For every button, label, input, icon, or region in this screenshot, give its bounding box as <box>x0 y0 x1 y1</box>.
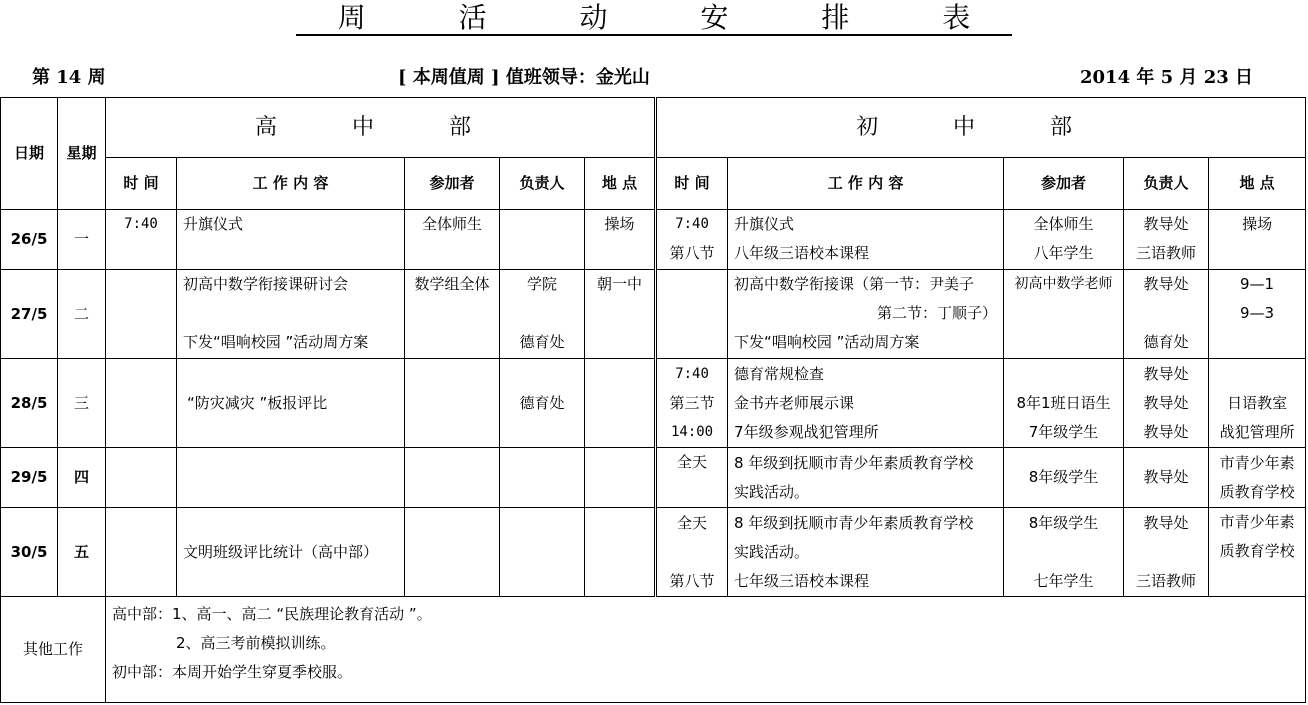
js-time: 7:40 第三节 14:00 <box>656 359 728 448</box>
js-participants: 全体师生 八年学生 <box>1004 210 1124 270</box>
table-row <box>1 359 1306 448</box>
js-responsible: 教导处 三语教师 <box>1124 210 1209 270</box>
hs-content <box>177 448 405 508</box>
row-weekday: 四 <box>58 448 106 508</box>
hs-place: 朝一中 <box>585 270 656 359</box>
header-junior-school: 初 中 部 <box>656 98 1306 158</box>
js-content: 8 年级到抚顺市青少年素质教育学校 实践活动。 <box>728 448 1004 508</box>
header-hs-content: 工 作 内 容 <box>177 158 405 210</box>
row-weekday: 三 <box>58 359 106 448</box>
hs-content: 升旗仪式 <box>177 210 405 270</box>
hs-time <box>106 270 177 359</box>
header-weekday: 星期 <box>58 98 106 210</box>
hs-place: 操场 <box>585 210 656 270</box>
js-content: 德育常规检查 金书卉老师展示课 7年级参观战犯管理所 <box>728 359 1004 448</box>
report-date: 2014 年 5 月 23 日 <box>1080 67 1254 88</box>
table-row <box>1 270 1306 359</box>
header-js-responsible: 负责人 <box>1124 158 1209 210</box>
other-work-label: 其他工作 <box>1 597 106 703</box>
header-date: 日期 <box>1 98 58 210</box>
js-participants: 初高中数学老师 <box>1004 270 1124 359</box>
hs-content: “防灾减灾 ”板报评比 <box>177 359 405 448</box>
page-title: 周 活 动 安 排 表 <box>0 0 1308 36</box>
week-number: 第 14 周 <box>32 67 106 88</box>
hs-content: 初高中数学衔接课研讨会 下发“唱响校园 ”活动周方案 <box>177 270 405 359</box>
js-participants: 8年级学生 七年学生 <box>1004 508 1124 597</box>
js-time: 全天 第八节 <box>656 508 728 597</box>
js-place: 9—1 9—3 <box>1209 270 1306 359</box>
js-time: 7:40 第八节 <box>656 210 728 270</box>
hs-responsible: 学院 德育处 <box>500 270 585 359</box>
hs-responsible: 德育处 <box>500 359 585 448</box>
row-date: 29/5 <box>1 448 58 508</box>
header-hs-participants: 参加者 <box>405 158 500 210</box>
hs-participants <box>405 448 500 508</box>
table-row <box>1 448 1306 508</box>
hs-participants <box>405 359 500 448</box>
js-content: 升旗仪式 八年级三语校本课程 <box>728 210 1004 270</box>
row-date: 28/5 <box>1 359 58 448</box>
row-date: 27/5 <box>1 270 58 359</box>
hs-time <box>106 448 177 508</box>
table-row <box>1 508 1306 597</box>
js-content: 初高中数学衔接课（第一节：尹美子 第二节：丁顺子） 下发“唱响校园 ”活动周方案 <box>728 270 1004 359</box>
header-js-time: 时 间 <box>656 158 728 210</box>
header-hs-place: 地 点 <box>585 158 656 210</box>
js-place: 市青少年素 质教育学校 <box>1209 508 1306 597</box>
header-high-school: 高 中 部 <box>106 98 656 158</box>
js-responsible: 教导处 三语教师 <box>1124 508 1209 597</box>
hs-time: 7:40 <box>106 210 177 270</box>
hs-place <box>585 359 656 448</box>
other-work-line: 初中部：本周开始学生穿夏季校服。 <box>112 663 353 681</box>
hs-time <box>106 508 177 597</box>
other-work-line: 2、高三考前模拟训练。 <box>176 634 336 652</box>
hs-participants <box>405 508 500 597</box>
header-hs-responsible: 负责人 <box>500 158 585 210</box>
header-hs-time: 时 间 <box>106 158 177 210</box>
header-js-place: 地 点 <box>1209 158 1306 210</box>
js-time: 全天 <box>656 448 728 508</box>
js-place: 操场 <box>1209 210 1306 270</box>
hs-participants: 数学组全体 <box>405 270 500 359</box>
row-weekday: 一 <box>58 210 106 270</box>
hs-content: 文明班级评比统计（高中部） <box>177 508 405 597</box>
row-date: 30/5 <box>1 508 58 597</box>
other-work-row <box>1 597 1306 703</box>
js-content: 8 年级到抚顺市青少年素质教育学校 实践活动。 七年级三语校本课程 <box>728 508 1004 597</box>
row-weekday: 二 <box>58 270 106 359</box>
header-js-participants: 参加者 <box>1004 158 1124 210</box>
hs-participants: 全体师生 <box>405 210 500 270</box>
other-work-line: 高中部：1、高一、高二 “民族理论教育活动 ”。 <box>112 605 432 623</box>
other-work-content <box>106 597 1306 703</box>
hs-responsible <box>500 210 585 270</box>
js-place: 日语教室 战犯管理所 <box>1209 359 1306 448</box>
js-time <box>656 270 728 359</box>
row-weekday: 五 <box>58 508 106 597</box>
duty-leader: [ 本周值周 ] 值班领导：金光山 <box>398 67 650 88</box>
header-js-content: 工 作 内 容 <box>728 158 1004 210</box>
row-date: 26/5 <box>1 210 58 270</box>
hs-place <box>585 448 656 508</box>
hs-time <box>106 359 177 448</box>
js-responsible: 教导处 <box>1124 448 1209 508</box>
hs-responsible <box>500 508 585 597</box>
js-participants: 8年级学生 <box>1004 448 1124 508</box>
table-row <box>1 210 1306 270</box>
hs-responsible <box>500 448 585 508</box>
js-participants: 8年1班日语生 7年级学生 <box>1004 359 1124 448</box>
js-place: 市青少年素 质教育学校 <box>1209 448 1306 508</box>
js-responsible: 教导处 德育处 <box>1124 270 1209 359</box>
hs-place <box>585 508 656 597</box>
schedule-table <box>0 97 1306 703</box>
js-responsible: 教导处 教导处 教导处 <box>1124 359 1209 448</box>
